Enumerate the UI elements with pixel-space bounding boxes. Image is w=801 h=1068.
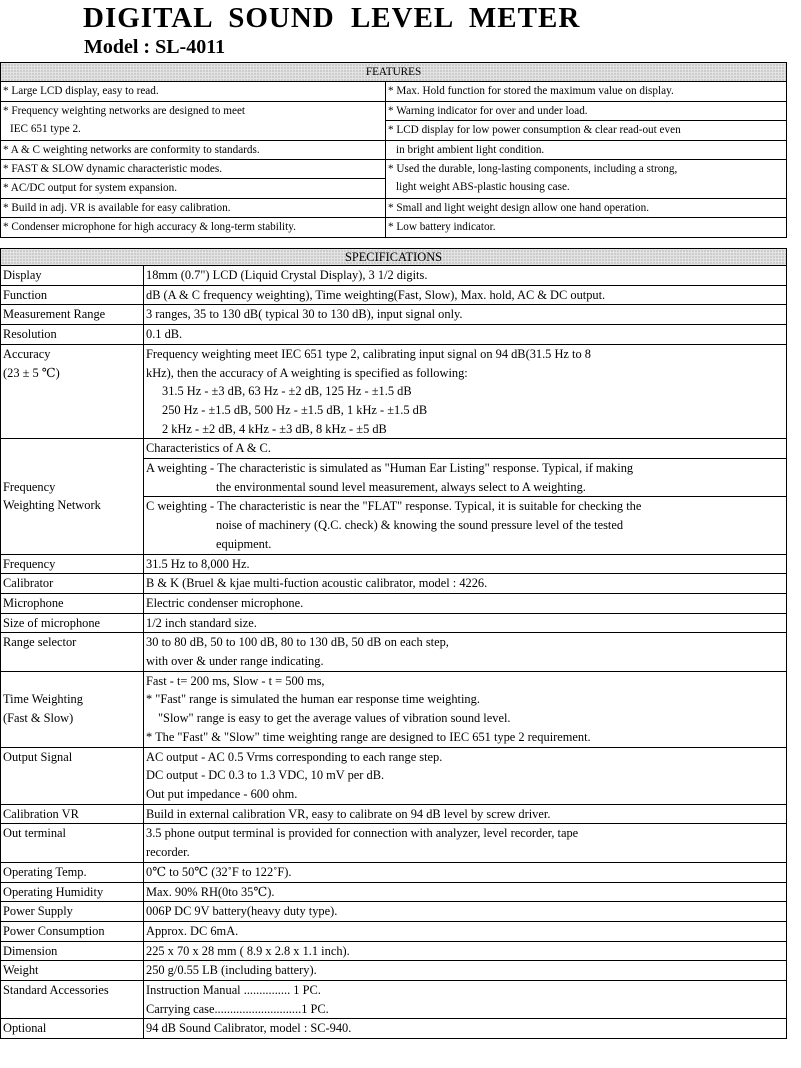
feature-line: * Warning indicator for over and under load. [386, 102, 786, 121]
spec-row-display [1, 266, 787, 286]
spec-value [144, 824, 787, 862]
spec-label: Optional [1, 1019, 144, 1039]
spec-line: A weighting - The characteristic is simulated as "Human Ear Listing" response. Typical, if making [146, 461, 634, 476]
spec-value [144, 747, 787, 804]
spec-label-line: (Fast & Slow) [3, 711, 74, 726]
spec-value [144, 344, 787, 439]
spec-label: Calibrator [1, 574, 144, 594]
feature-item [386, 160, 787, 199]
spec-line: Fast - t= 200 ms, Slow - t = 500 ms, [146, 673, 325, 688]
spec-row-frequency [1, 554, 787, 574]
spec-line: 3.5 phone output terminal is provided for connection with analyzer, level recorder, tape [146, 826, 579, 841]
spec-row-function [1, 285, 787, 305]
spec-line: noise of machinery (Q.C. check) & knowing the sound pressure level of the tested [216, 518, 624, 533]
spec-label: Display [1, 266, 144, 286]
spec-line: equipment. [216, 536, 272, 551]
spec-row-accuracy [1, 344, 787, 439]
spec-line: AC output - AC 0.5 Vrms corresponding to each range step. [146, 749, 443, 764]
spec-row-weight [1, 961, 787, 981]
spec-value [144, 439, 787, 554]
feature-item: in bright ambient light condition. [386, 140, 787, 159]
feature-item: * Small and light weight design allow one hand operation. [386, 198, 787, 217]
feature-line: * LCD display for low power consumption & clear read-out even [388, 124, 681, 137]
spec-value: 250 g/0.55 LB (including battery). [144, 961, 787, 981]
spec-line: * The "Fast" & "Slow" time weighting range are designed to IEC 651 type 2 requirement. [146, 729, 591, 744]
specifications-table [0, 248, 787, 1039]
spec-label-line: (23 ± 5 ℃) [3, 365, 60, 380]
feature-line: IEC 651 type 2. [10, 123, 81, 136]
spec-label-line: Weighting Network [3, 498, 101, 513]
feature-line: light weight ABS-plastic housing case. [396, 181, 570, 194]
spec-label: Range selector [1, 633, 144, 671]
spec-row-microphone [1, 593, 787, 613]
spec-label [1, 671, 144, 747]
spec-row-calibration-vr [1, 804, 787, 824]
spec-label: Operating Temp. [1, 862, 144, 882]
spec-row-operating-temp [1, 862, 787, 882]
spec-label: Power Supply [1, 902, 144, 922]
feature-line: * Frequency weighting networks are designed to meet [3, 104, 246, 117]
spec-label: Dimension [1, 941, 144, 961]
features-header: FEATURES [1, 63, 787, 82]
spec-value [144, 633, 787, 671]
feature-item: * Build in adj. VR is available for easy calibration. [1, 198, 386, 217]
spec-row-time-weighting [1, 671, 787, 747]
spec-row-standard-accessories [1, 981, 787, 1019]
spec-line: 30 to 80 dB, 50 to 100 dB, 80 to 130 dB, 50 dB on each step, [146, 635, 449, 650]
spec-row-frequency-weighting [1, 439, 787, 554]
spec-value: 94 dB Sound Calibrator, model : SC-940. [144, 1019, 787, 1039]
spec-line: recorder. [146, 845, 190, 860]
spec-row-optional [1, 1019, 787, 1039]
spec-value [144, 671, 787, 747]
spec-value: 0.1 dB. [144, 325, 787, 345]
spec-value: Electric condenser microphone. [144, 593, 787, 613]
feature-item: * Condenser microphone for high accuracy & long-term stability. [1, 218, 386, 237]
spec-line: kHz), then the accuracy of A weighting is specified as following: [146, 365, 468, 380]
features-table [0, 62, 787, 238]
spec-value: Max. 90% RH(0to 35℃). [144, 882, 787, 902]
spec-row-power-consumption [1, 921, 787, 941]
spec-line: Characteristics of A & C. [144, 439, 786, 459]
spec-label: Size of microphone [1, 613, 144, 633]
spec-line: Instruction Manual ............... 1 PC. [146, 983, 321, 998]
spec-value: Approx. DC 6mA. [144, 921, 787, 941]
document-title: DIGITAL SOUND LEVEL METER [83, 2, 581, 34]
spec-line: DC output - DC 0.3 to 1.3 VDC, 10 mV per dB. [146, 768, 385, 783]
feature-item: * Max. Hold function for stored the maximum value on display. [386, 82, 787, 101]
spec-value: B & K (Bruel & kjae multi-fuction acoustic calibrator, model : 4226. [144, 574, 787, 594]
spec-label: Function [1, 285, 144, 305]
spec-value: Build in external calibration VR, easy to calibrate on 94 dB level by screw driver. [144, 804, 787, 824]
spec-line: the environmental sound level measurement, always select to A weighting. [216, 479, 586, 494]
spec-line: Out put impedance - 600 ohm. [146, 786, 298, 801]
spec-line: 250 Hz - ±1.5 dB, 500 Hz - ±1.5 dB, 1 kHz - ±1.5 dB [162, 402, 428, 417]
feature-item [386, 101, 787, 140]
feature-item: * Large LCD display, easy to read. [1, 82, 386, 101]
feature-line: * Used the durable, long-lasting components, including a strong, [388, 163, 678, 176]
spec-value [144, 981, 787, 1019]
spec-row-out-terminal [1, 824, 787, 862]
feature-item: * AC/DC output for system expansion. [1, 179, 386, 198]
feature-item: * FAST & SLOW dynamic characteristic modes. [1, 160, 386, 179]
spec-label: Measurement Range [1, 305, 144, 325]
spec-value: 0℃ to 50℃ (32˚F to 122˚F). [144, 862, 787, 882]
feature-item: * A & C weighting networks are conformity to standards. [1, 140, 386, 159]
spec-line: with over & under range indicating. [146, 654, 324, 669]
spec-line: Frequency weighting meet IEC 651 type 2, calibrating input signal on 94 dB(31.5 Hz to 8 [146, 346, 591, 361]
spec-label-line: Time Weighting [3, 692, 83, 707]
spec-row-operating-humidity [1, 882, 787, 902]
spec-label: Out terminal [1, 824, 144, 862]
spec-label-line: Frequency [3, 479, 56, 494]
spec-value: 006P DC 9V battery(heavy duty type). [144, 902, 787, 922]
spec-value: 225 x 70 x 28 mm ( 8.9 x 2.8 x 1.1 inch). [144, 941, 787, 961]
spec-line: "Slow" range is easy to get the average values of vibration sound level. [158, 711, 511, 726]
spec-label: Output Signal [1, 747, 144, 804]
spec-label: Calibration VR [1, 804, 144, 824]
spec-row-dimension [1, 941, 787, 961]
model-name: Model : SL-4011 [84, 36, 226, 58]
spec-label: Standard Accessories [1, 981, 144, 1019]
specifications-header: SPECIFICATIONS [1, 249, 787, 266]
spec-row-output-signal [1, 747, 787, 804]
spec-label [1, 439, 144, 554]
spec-label: Microphone [1, 593, 144, 613]
spec-line: C weighting - The characteristic is near the "FLAT" response. Typical, it is suitable for checking the [146, 499, 642, 514]
feature-item: * Low battery indicator. [386, 218, 787, 237]
spec-line: * "Fast" range is simulated the human ear response time weighting. [146, 692, 480, 707]
spec-line: 31.5 Hz - ±3 dB, 63 Hz - ±2 dB, 125 Hz - ±1.5 dB [162, 384, 412, 399]
spec-row-mic-size [1, 613, 787, 633]
spec-label: Weight [1, 961, 144, 981]
feature-item [1, 101, 386, 140]
spec-row-power-supply [1, 902, 787, 922]
spec-row-measurement-range [1, 305, 787, 325]
spec-value: dB (A & C frequency weighting), Time weighting(Fast, Slow), Max. hold, AC & DC output. [144, 285, 787, 305]
spec-value: 18mm (0.7") LCD (Liquid Crystal Display), 3 1/2 digits. [144, 266, 787, 286]
spec-label [1, 344, 144, 439]
spec-value: 1/2 inch standard size. [144, 613, 787, 633]
spec-label: Frequency [1, 554, 144, 574]
spec-line: Carrying case............................1 PC. [146, 1001, 329, 1016]
spec-line: 2 kHz - ±2 dB, 4 kHz - ±3 dB, 8 kHz - ±5 dB [162, 421, 387, 436]
spec-label-line: Accuracy [3, 346, 51, 361]
spec-value: 31.5 Hz to 8,000 Hz. [144, 554, 787, 574]
spec-row-resolution [1, 325, 787, 345]
spec-row-range-selector [1, 633, 787, 671]
spec-label: Operating Humidity [1, 882, 144, 902]
spec-row-calibrator [1, 574, 787, 594]
spec-label: Resolution [1, 325, 144, 345]
spec-value: 3 ranges, 35 to 130 dB( typical 30 to 130 dB), input signal only. [144, 305, 787, 325]
spec-label: Power Consumption [1, 921, 144, 941]
